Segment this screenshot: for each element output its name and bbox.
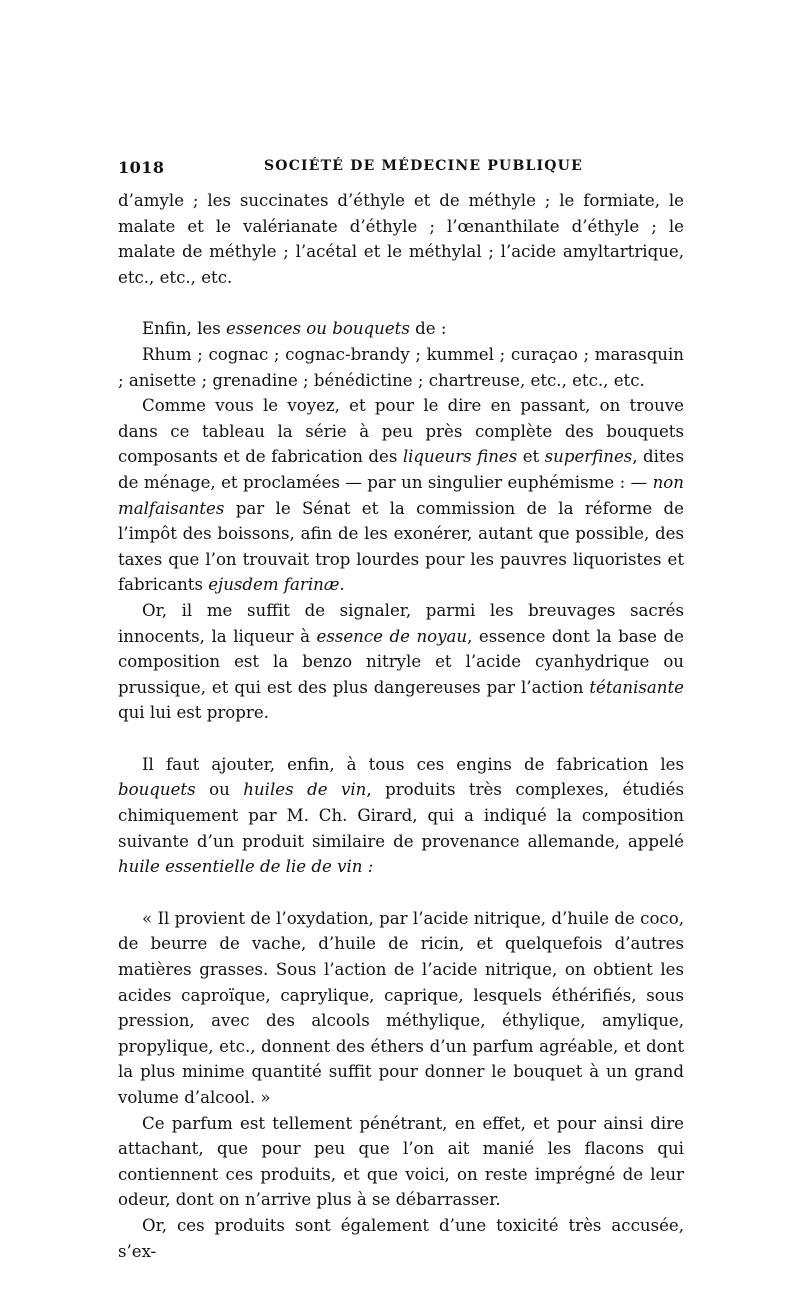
page-header (118, 158, 684, 180)
paragraph-gap (118, 290, 684, 316)
text-run: Rhum ; cognac ; cognac-brandy ; kummel ; curaçao ; marasquin ; anisette ; grenadine ; bénédictine ; chartreuse, etc., etc., etc. (118, 344, 684, 390)
paragraph-2 (118, 316, 684, 342)
text-run: Ce parfum est tellement pénétrant, en effet, et pour ainsi dire attachant, que pour peu que l’on ait manié les flacons qui contiennent ces produits, et que voici, on reste imprégné de leur odeur, dont on n’arrive plus à se débarrasser. (118, 1113, 684, 1210)
running-head: SOCIÉTÉ DE MÉDECINE PUBLIQUE (264, 158, 583, 174)
text-run: , produits très complexes, étudiés chimiquement par M. Ch. Girard, qui a indiqué la composition suivante d’un produit similaire de provenance allemande, appelé (118, 780, 684, 851)
page-number: 1018 (118, 158, 165, 177)
text-run: , dites de ménage, et proclamées — par un singulier euphémisme : — (118, 447, 684, 492)
italic-text: huile essentielle de lie de vin : (118, 857, 374, 877)
paragraph-4 (118, 393, 684, 598)
paragraph-9 (118, 1213, 684, 1264)
text-run: ou (195, 780, 244, 800)
italic-text: ejusdem farinæ (208, 575, 340, 595)
text-run: . (339, 575, 345, 595)
quotation-paragraph (118, 906, 684, 1111)
book-page (118, 158, 684, 1264)
text-run: Or, il me suffit de signaler, parmi les breuvages sacrés innocents, la liqueur à (118, 600, 684, 646)
text-run: , essence dont la base de composition est la benzo nitryle et l’acide cyanhydrique ou prussique, et qui est des plus dangereuses par l’action (118, 626, 684, 697)
paragraph-1 (118, 188, 684, 290)
paragraph-gap (118, 726, 684, 752)
text-run: par le Sénat et la commission de la réforme de l’impôt des boissons, afin de les exonérer, autant que possible, des taxes que l’on trouvait trop lourdes pour les pauvres liquoristes et fabricants (118, 498, 684, 595)
text-run: Enfin, les (142, 319, 227, 339)
italic-text: non malfaisantes (118, 472, 684, 518)
italic-text: essence de noyau (316, 626, 468, 646)
text-run: « Il provient de l’oxydation, par l’acide nitrique, d’huile de coco, de beurre de vache, d’huile de ricin, et quelquefois d’autres matières grasses. Sous l’action de l’acide nitrique, on obtient les acides caproïque, caprylique, caprique, lesquels éthérifiés, sous pression, avec des alcools méthylique, éthylique, amylique, propylique, etc., donnent des éthers d’un parfum agréable, et dont la plus minime quantité suffit pour donner le bouquet à un grand volume d’alcool. » (118, 908, 684, 1107)
text-run: Comme vous le voyez, et pour le dire en passant, on trouve dans ce tableau la série à peu près complète des bouquets composants et de fabrication des (118, 396, 684, 467)
text-run: Il faut ajouter, enfin, à tous ces engins de fabrication les (142, 754, 684, 774)
italic-text: essences ou bouquets (226, 319, 410, 339)
paragraph-3 (118, 342, 684, 393)
italic-text: superfines (544, 447, 633, 467)
text-run: d’amyle ; les succinates d’éthyle et de méthyle ; le formiate, le malate et le valérianate d’éthyle ; l’œnanthilate d’éthyle ; le malate de méthyle ; l’acétal et le méthylal ; l’acide amyltartrique, etc., etc., etc. (118, 191, 684, 287)
italic-text: liqueurs fines (402, 447, 518, 467)
italic-text: bouquets (118, 780, 196, 800)
page-body (118, 188, 684, 1264)
italic-text: huiles de vin (243, 780, 367, 800)
paragraph-6 (118, 752, 684, 880)
text-run: qui lui est propre. (118, 703, 269, 723)
paragraph-gap (118, 880, 684, 906)
text-run: et (517, 447, 545, 467)
paragraph-8 (118, 1111, 684, 1213)
italic-text: tétanisante (589, 677, 684, 697)
text-run: de : (409, 319, 447, 339)
paragraph-5 (118, 598, 684, 726)
text-run: Or, ces produits sont également d’une toxicité très accusée, s’ex- (118, 1215, 684, 1261)
